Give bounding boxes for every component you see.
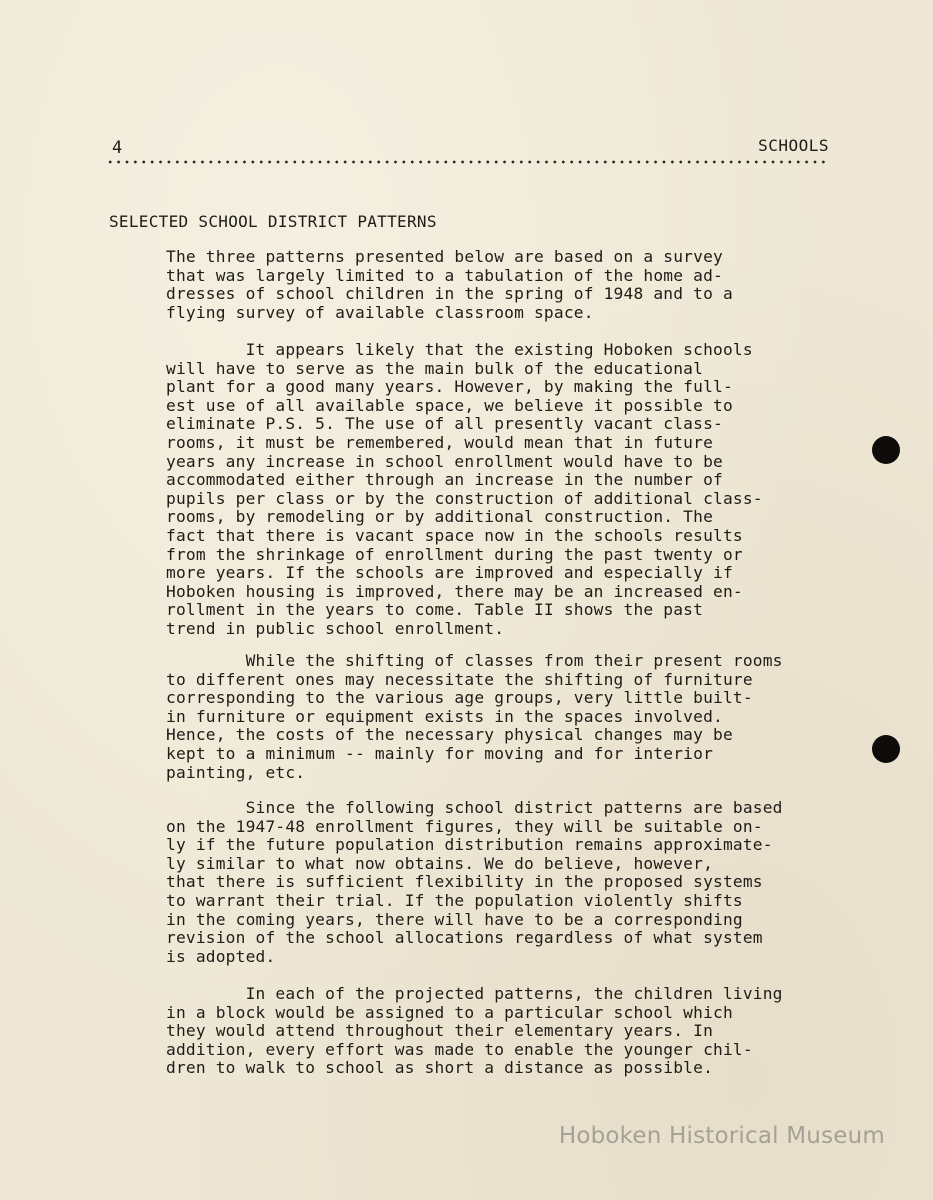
running-header-title: SCHOOLS <box>758 136 829 155</box>
paragraph-block-assignment: In each of the projected patterns, the children living in a block would be assigned to a particular school which they would attend throughout their elementary years. In addition, every effort was made to enable the younger chil- dren to walk to school as short a distance as possible. <box>166 984 783 1078</box>
dotted-divider <box>106 158 830 166</box>
museum-watermark: Hoboken Historical Museum <box>558 1123 885 1149</box>
paragraph-survey-basis: The three patterns presented below are based on a survey that was largely limited to a tabulation of the home ad- dresses of school children in the spring of 1948 and to a flying survey of available classroom space. <box>166 247 733 322</box>
section-heading: SELECTED SCHOOL DISTRICT PATTERNS <box>109 212 437 231</box>
paragraph-shifting-classes: While the shifting of classes from their present rooms to different ones may necessitate the shifting of furniture corresponding to the various age groups, very little built- in furniture or equipment exists in the spaces involved. Hence, the costs of the necessary physical changes may be kept to a minimum -- mainly for moving and for interior painting, etc. <box>166 651 783 782</box>
binder-hole-lower <box>872 735 900 763</box>
binder-hole-upper <box>872 436 900 464</box>
paragraph-enrollment-figures: Since the following school district patterns are based on the 1947-48 enrollment figures, they will be suitable on- ly if the future population distribution remains approximate- ly similar to what now obtains. We do believe, however, that there is sufficient flexibility in the proposed systems to warrant their trial. If the population violently shifts in the coming years, there will have to be a corresponding revision of the school allocations regardless of what system is adopted. <box>166 798 783 966</box>
page-number: 4 <box>112 138 123 158</box>
paragraph-existing-schools: It appears likely that the existing Hoboken schools will have to serve as the main bulk of the educational plant for a good many years. However, by making the full- est use of all available space, we believe it possible to eliminate P.S. 5. The use of all presently vacant class- rooms, it must be remembered, would mean that in future years any increase in school enrollment would have to be accommodated either through an increase in the number of pupils per class or by the construction of additional class- rooms, by remodeling or by additional construction. The fact that there is vacant space now in the schools results from the shrinkage of enrollment during the past twenty or more years. If the schools are improved and especially if Hoboken housing is improved, there may be an increased en- rollment in the years to come. Table II shows the past trend in public school enrollment. <box>166 340 763 638</box>
